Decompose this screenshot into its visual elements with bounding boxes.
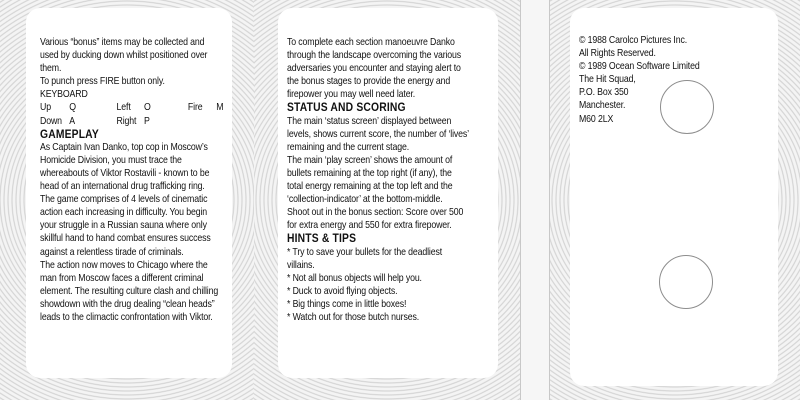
- text-line: All Rights Reserved.: [579, 48, 656, 60]
- text-line: Manchester.: [579, 100, 626, 112]
- text-line: The main ‘status screen’ displayed between: [287, 115, 452, 127]
- text-line: leads to the climactic confrontation with Viktor.: [40, 311, 213, 323]
- tip-item: * Not all bonus objects will help you.: [287, 272, 422, 284]
- text-line: against a relentless tirade of criminals.: [40, 246, 184, 258]
- text-line: To complete each section manoeuvre Danko: [287, 37, 455, 48]
- text-line: skillful hand to hand combat ensures success: [40, 233, 211, 245]
- tip-item: * Watch out for those butch nurses.: [287, 311, 420, 323]
- key-fire: M: [216, 102, 224, 114]
- tip-item: * Big things come in little boxes!: [287, 298, 407, 310]
- key-right: P: [144, 115, 150, 127]
- key-down: A: [69, 115, 75, 127]
- text-line: total energy remaining at the top left and the: [287, 181, 453, 193]
- text-line: whereabouts of Viktor Rostavili - known to be: [40, 167, 210, 179]
- text-line: showdown with the drug dealing “clean heads”: [40, 298, 215, 310]
- text-line: The Hit Squad,: [579, 74, 636, 86]
- text-line: through the landscape overcoming the various: [287, 50, 462, 62]
- hints-tips-heading: HINTS & TIPS: [287, 231, 357, 246]
- text-line: used by ducking down whilst positioned over: [40, 50, 208, 62]
- text-line: for extra energy and 550 for extra firepower.: [287, 220, 452, 232]
- text-line: To punch press FIRE button only.: [40, 76, 165, 88]
- text-line: Shoot out in the bonus section: Score over 500: [287, 207, 464, 219]
- text-line: bullets remaining at the top right (if any), the: [287, 167, 452, 179]
- text-line: head of an international drug trafficking ring.: [40, 181, 205, 193]
- text-line: © 1989 Ocean Software Limited: [579, 61, 700, 73]
- key-action-right: Right: [116, 115, 137, 127]
- tip-item: villains.: [287, 259, 315, 271]
- cassette-spindle-hole-top: [660, 80, 714, 134]
- text-line: adversaries you encounter and staying alert to: [287, 63, 461, 75]
- text-line: The action now moves to Chicago where the: [40, 259, 208, 271]
- key-action-up: Up: [40, 102, 51, 114]
- text-line: them.: [40, 63, 62, 75]
- text-line: Various “bonus” items may be collected and: [40, 37, 205, 48]
- text-line: P.O. Box 350: [579, 87, 629, 99]
- left-page-text: [40, 36, 224, 324]
- text-line: The game comprises of 4 levels of cinematic: [40, 194, 208, 206]
- text-line: levels, shows current score, the number of ‘lives’: [287, 128, 469, 140]
- key-up: Q: [69, 102, 76, 114]
- text-line: M60 2LX: [579, 113, 614, 125]
- text-line: man from Moscow faces a different criminal: [40, 272, 204, 284]
- text-line: action each increasing in difficulty. You begin: [40, 207, 208, 219]
- key-action-down: Down: [40, 115, 62, 127]
- text-line: © 1988 Carolco Pictures Inc.: [579, 35, 688, 46]
- status-scoring-heading: STATUS AND SCORING: [287, 100, 406, 115]
- text-line: ‘collection-indicator’ at the bottom-middle.: [287, 194, 443, 206]
- booklet-spine: [520, 0, 550, 400]
- key-left: O: [144, 102, 151, 114]
- text-line: your struggle in a Russian sauna where only: [40, 220, 207, 232]
- text-line: firepower you may well need later.: [287, 89, 416, 101]
- tip-item: * Try to save your bullets for the deadliest: [287, 246, 443, 258]
- text-line: element. The resulting culture clash and chilling: [40, 285, 219, 297]
- keyboard-label: KEYBOARD: [40, 89, 88, 101]
- cassette-spindle-hole-bottom: [659, 255, 713, 309]
- key-action-fire: Fire: [187, 102, 203, 114]
- text-line: the bonus stages to provide the energy and: [287, 76, 451, 88]
- key-action-left: Left: [116, 102, 131, 114]
- keyboard-row-2: [40, 115, 218, 128]
- text-line: remaining and the current stage.: [287, 141, 410, 153]
- keyboard-row-1: [40, 101, 224, 114]
- gameplay-heading: GAMEPLAY: [40, 126, 99, 141]
- text-line: Homicide Division, you must trace the: [40, 154, 182, 166]
- text-line: As Captain Ivan Danko, top cop in Moscow’s: [40, 141, 208, 153]
- middle-page-text: [287, 36, 469, 324]
- text-line: The main ‘play screen’ shows the amount of: [287, 154, 453, 166]
- tip-item: * Duck to avoid flying objects.: [287, 285, 398, 297]
